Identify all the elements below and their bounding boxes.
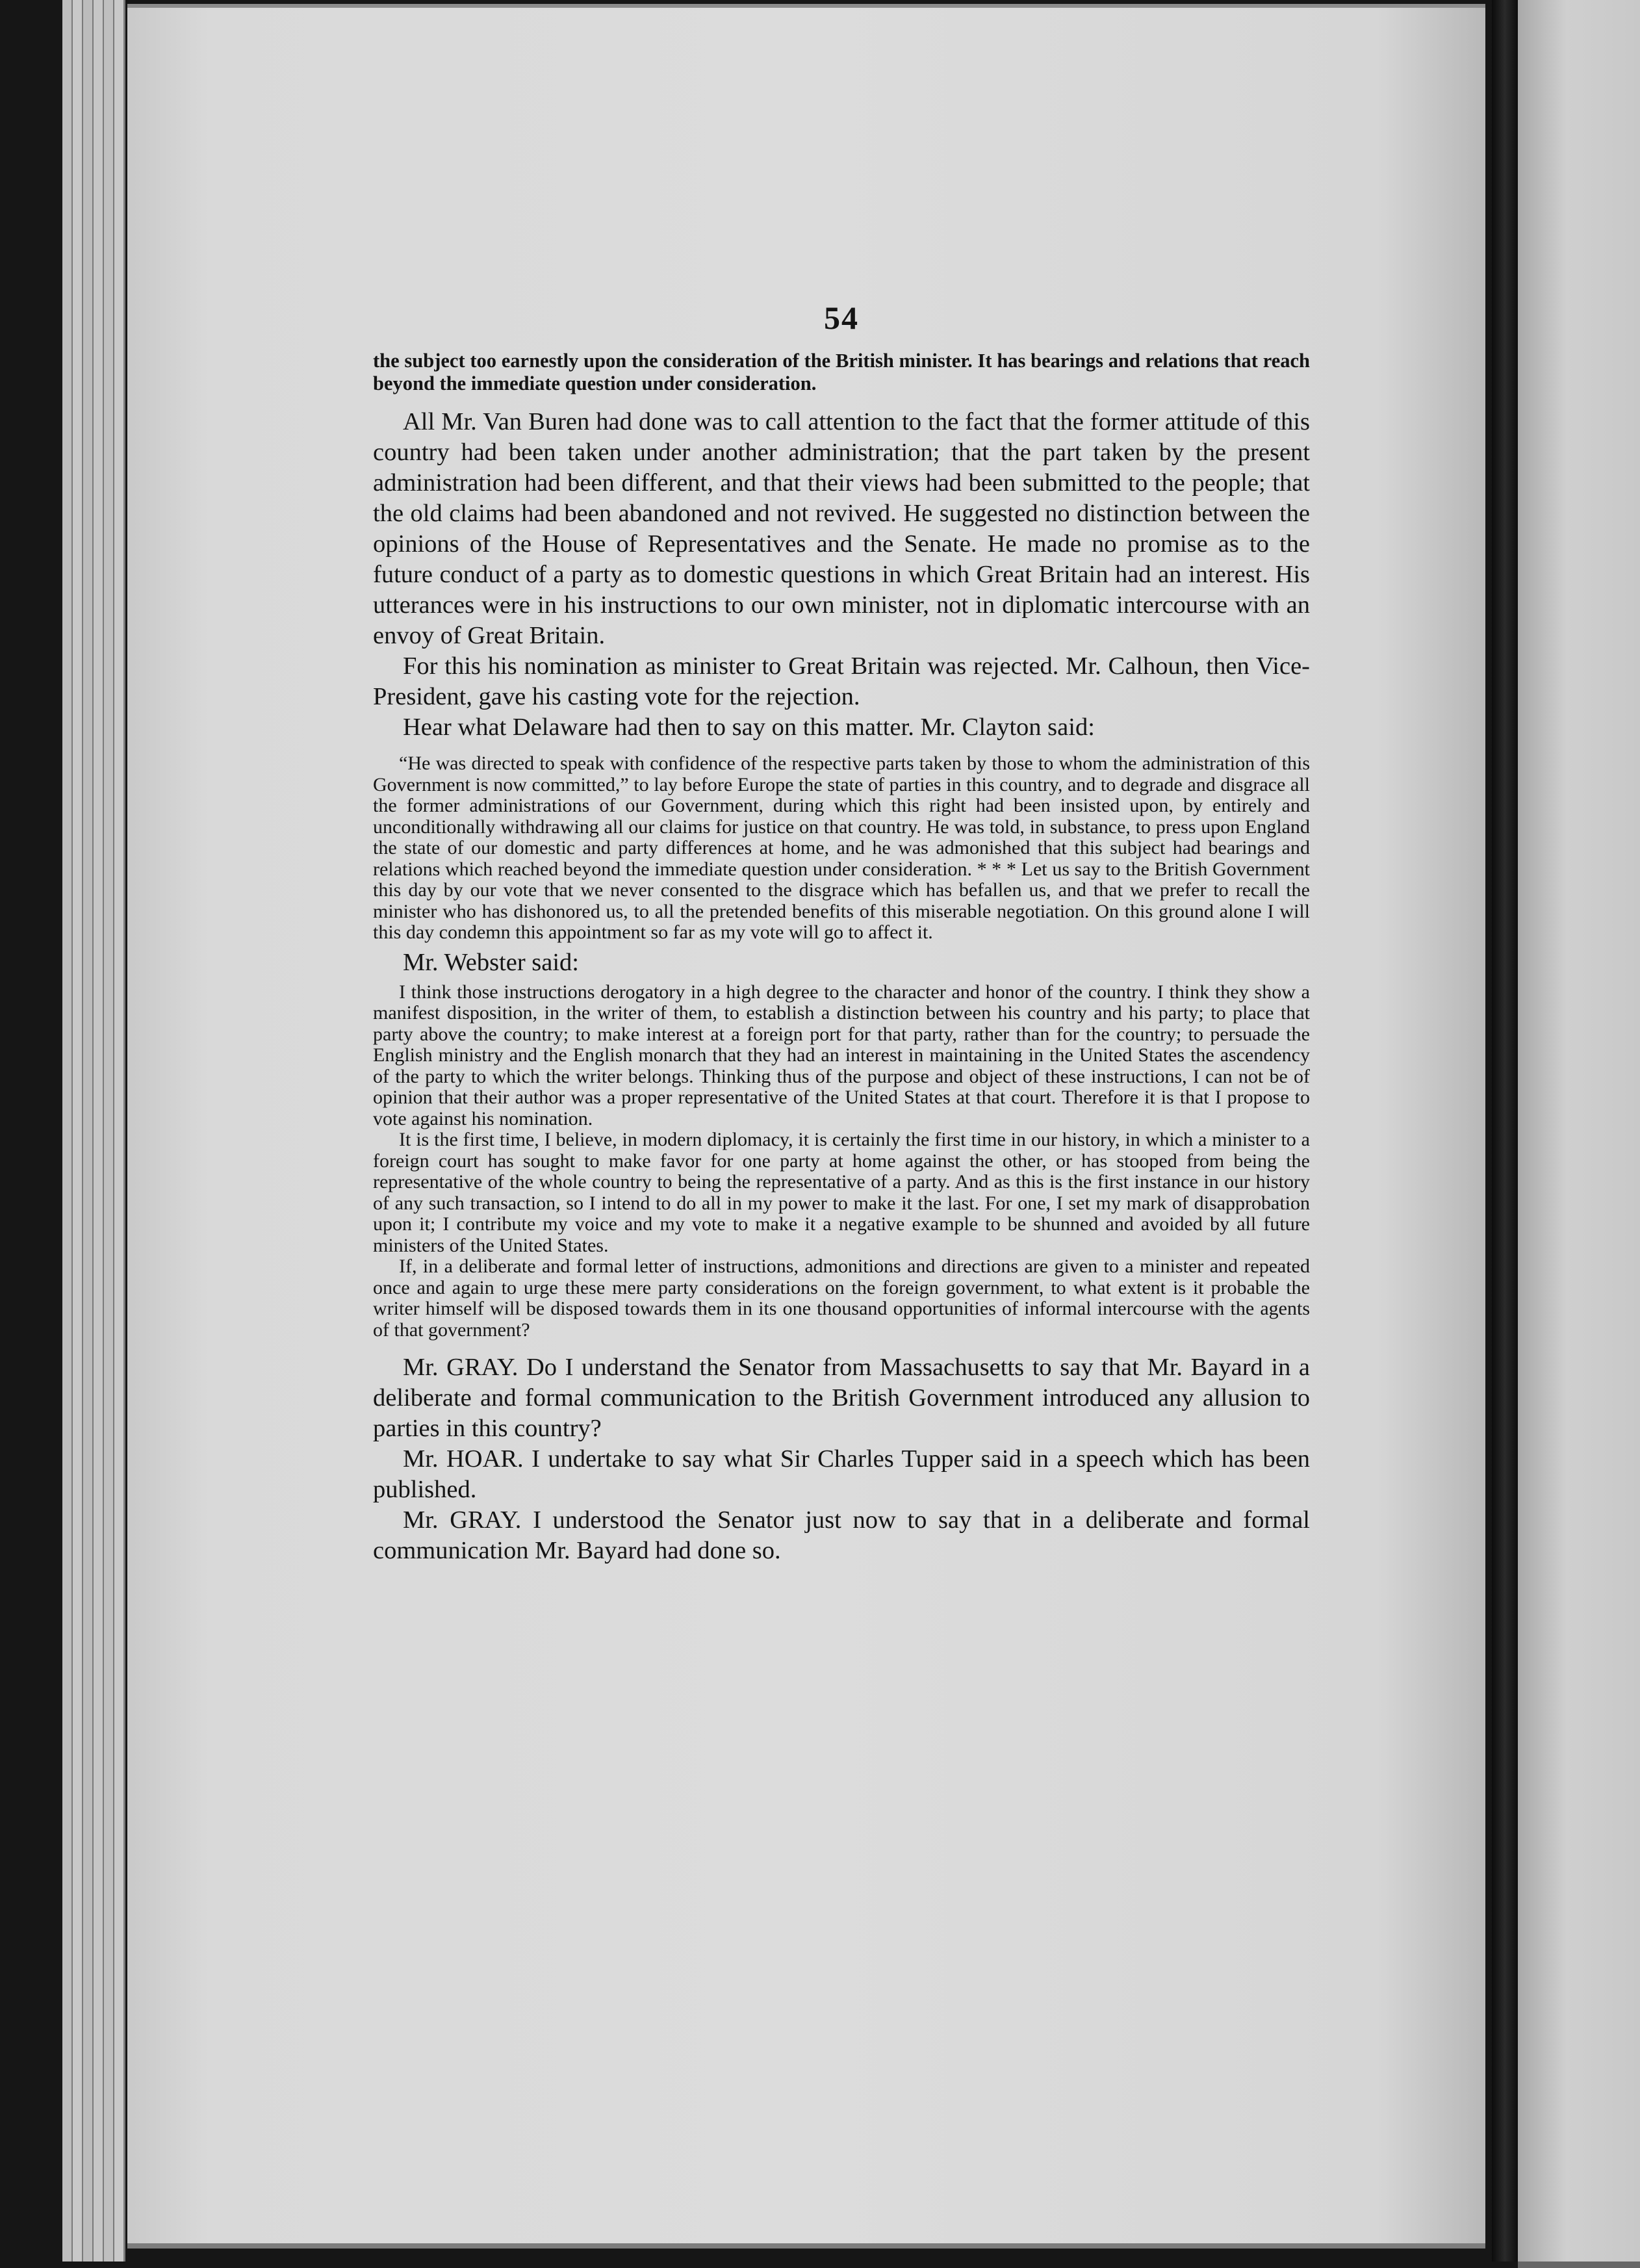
facing-page-edge xyxy=(1518,0,1640,2268)
page-edge xyxy=(83,0,94,2262)
page-edge xyxy=(114,0,125,2262)
dialogue-gray-2: Mr. GRAY. I understood the Senator just now to say that in a deliberate and formal communication Mr. Bayard had done so. xyxy=(373,1506,1310,1564)
paragraph-continuation: the subject too earnestly upon the consideration of the British minister. It has bearings and relations that reach beyond the immediate question under consideration. xyxy=(373,350,1310,394)
paragraph-van-buren: All Mr. Van Buren had done was to call attention to the fact that the former attitude of this country had been taken under another administration; that the part taken by the present administration had been different, and that their views had been submitted to the people; that the old claims had been abandoned and not revived. He suggested no distinction between the opinions of the House of Representatives and the Senate. He made no promise as to the future conduct of a party as to domestic questions in which Great Britain had an interest. His utterances were in his instructions to our own minister, not in diplomatic intercourse with an envoy of Great Britain. xyxy=(373,408,1310,649)
book-spine xyxy=(1492,0,1518,2262)
quote-webster-1: I think those instructions derogatory in a high degree to the character and honor of the country. I think they show a manifest disposition, in the writer of them, to establish a distinction between his country and his party; to place that party above the country; to make interest at a foreign port for that party, rather than for the country; to persuade the English ministry and the English monarch that they had an interest in maintaining in the United States the ascendency of the party to which the writer belongs. Thinking thus of the purpose and object of these instructions, I can not be of opinion that their author was a proper representative of the United States at that court. Therefore it is that I propose to vote against his nomination. xyxy=(373,981,1310,1129)
quote-webster-2: It is the first time, I believe, in modern diplomacy, it is certainly the first time in our history, in which a minister to a foreign court has sought to make favor for one party at home against the other, or has stooped from being the representative of the whole country to being the representative of a party. And as this is the first instance in our history of any such transaction, so I intend to do all in my power to make it the last. For one, I set my mark of disapprobation upon it; I contribute my voice and my vote to make it a negative example to be shunned and avoided by all future ministers of the United States. xyxy=(373,1129,1310,1256)
page-edge xyxy=(104,0,115,2262)
paragraph-delaware: Hear what Delaware had then to say on this matter. Mr. Clayton said: xyxy=(403,714,1095,741)
page-edge xyxy=(94,0,105,2262)
quote-webster-3: If, in a deliberate and formal letter of instructions, admonitions and directions are given to a minister and repeated once and again to urge these mere party considerations on the foreign government, to what extent is it probable the writer himself will be disposed towards them in its one thousand opportunities of informal intercourse with the agents of that government? xyxy=(373,1256,1310,1341)
quote-clayton: “He was directed to speak with confidence of the respective parts taken by those to whom the administration of this Government is now committed,” to lay before Europe the state of parties in this country, and to degrade and disgrace all the former administrations of our Government, during which this right had been insisted upon, by entirely and unconditionally withdrawing all our claims for justice on that country. He was told, in substance, to press upon England the state of our domestic and party differences at home, and he was admonished that this subject had bearings and relations which reached beyond the immediate question under consideration. * * * Let us say to the British Government this day by our vote that we never consented to the disgrace which has befallen us, and that we prefer to recall the minister who has dishonored us, to all the pretended benefits of this miserable negotiation. On this ground alone I will this day condemn this appointment so far as my vote will go to affect it. xyxy=(373,753,1310,943)
page-text xyxy=(373,299,1310,1566)
page-edge xyxy=(73,0,84,2262)
dialogue-hoar: Mr. HOAR. I undertake to say what Sir Charles Tupper said in a speech which has been published. xyxy=(373,1445,1310,1503)
page-edge xyxy=(62,0,73,2262)
speaker-label-webster: Mr. Webster said: xyxy=(403,948,580,976)
page-number: 54 xyxy=(824,300,859,336)
paragraph-nomination: For this his nomination as minister to Great Britain was rejected. Mr. Calhoun, then Vice-President, gave his casting vote for the rejection. xyxy=(373,652,1310,710)
dialogue-gray-1: Mr. GRAY. Do I understand the Senator from Massachusetts to say that Mr. Bayard in a deliberate and formal communication to the British Government introduced any allusion to parties in this country? xyxy=(373,1354,1310,1442)
